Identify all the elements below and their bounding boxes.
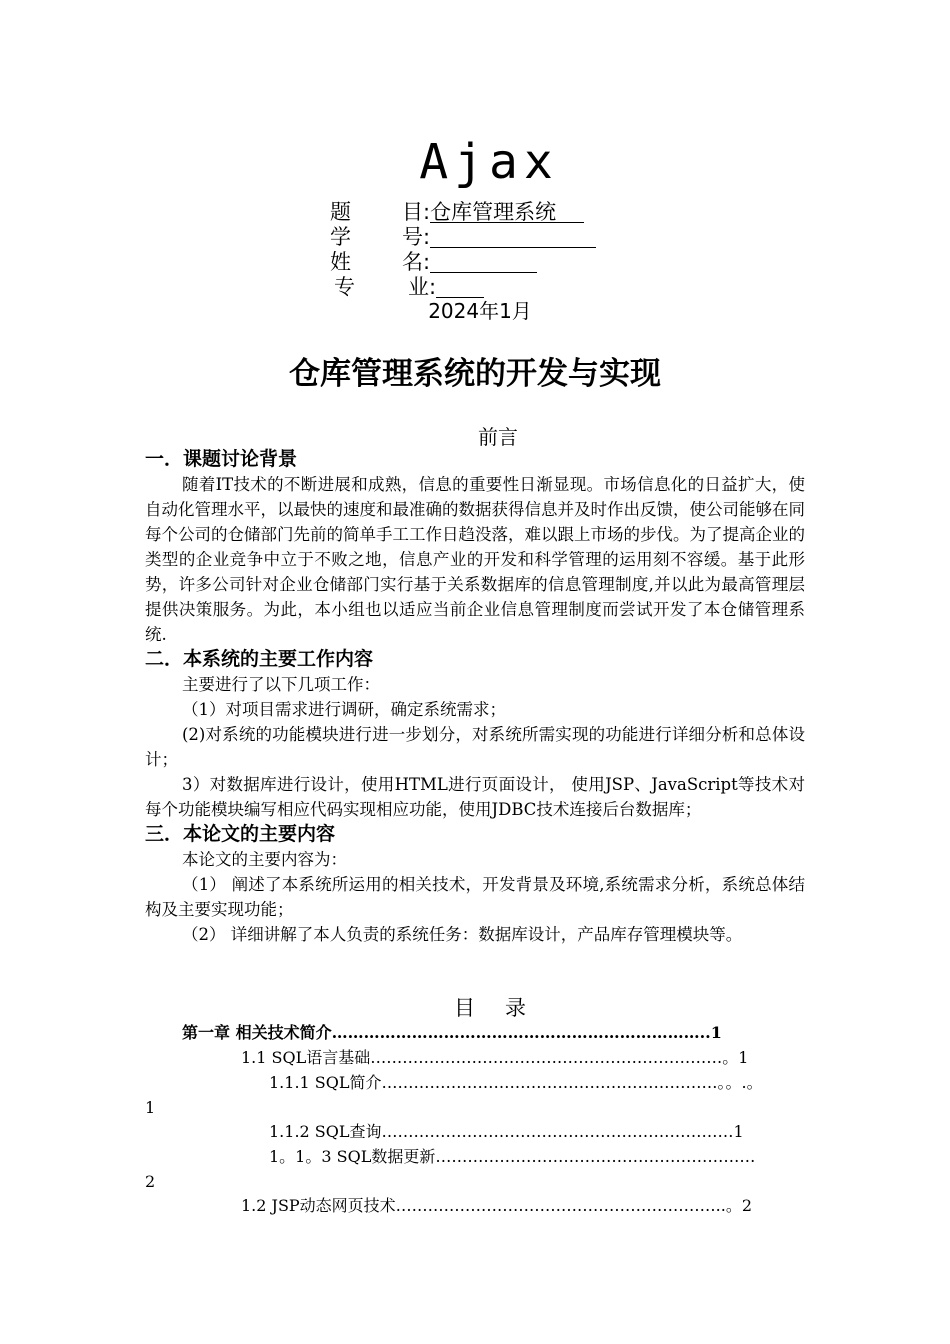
toc-entry: 1.1.1 SQL简介………………………………………………………。。.。 bbox=[269, 1073, 763, 1092]
field-label: 名: bbox=[402, 250, 431, 274]
paragraph: (2)对系统的功能模块进行进一步划分，对系统所需实现的功能进行详细分析和总体设计； bbox=[145, 725, 805, 769]
paragraph: 随着IT技术的不断进展和成熟，信息的重要性日渐显现。市场信息化的日益扩大，使自动化管理水平，以最快的速度和最准确的数据获得信息并及时作出反馈，使公司能够在同每个公司的仓储部门先前的简单手工工作日趋没落，难以跟上市场的步伐。为了提高企业的类型的企业竞争中立于不败之地，信息产业的开发和科学管理的运用刻不容缓。基于此形势，许多公司针对企业仓储部门实行基于关系数据库的信息管理制度,并以此为最高管理层提供决策服务。为此，本小组也以适应当前企业信息管理制度而尝试开发了本仓储管理系统. bbox=[145, 475, 805, 644]
paragraph: （1） 阐述了本系统所运用的相关技术，开发背景及环境,系统需求分析，系统总体结构及主要实现功能； bbox=[145, 875, 805, 919]
field-label: 目: bbox=[402, 200, 431, 224]
cover-field-major bbox=[330, 275, 596, 300]
cover-date: 2024年1月 bbox=[428, 299, 532, 323]
field-value bbox=[430, 227, 596, 248]
toc-entry-page: 2 bbox=[145, 1172, 156, 1191]
preface-title: 前言 bbox=[478, 425, 518, 449]
preface-body bbox=[145, 447, 805, 947]
toc-entry: 1。1。3 SQL数据更新…………………………………………………… bbox=[269, 1147, 756, 1166]
toc-title: 目录 bbox=[454, 996, 556, 1020]
field-label: 专 bbox=[334, 275, 355, 299]
main-title: 仓库管理系统的开发与实现 bbox=[289, 356, 661, 392]
field-value: 仓库管理系统 bbox=[430, 202, 584, 223]
field-label: 业: bbox=[408, 275, 437, 299]
field-value bbox=[430, 252, 537, 273]
field-label: 学 bbox=[330, 225, 351, 249]
toc-entry: 1.1 SQL语言基础…………………………………………………………。1 bbox=[241, 1048, 749, 1067]
paragraph: （2） 详细讲解了本人负责的系统任务：数据库设计，产品库存管理模块等。 bbox=[182, 925, 743, 944]
cover-field-name bbox=[330, 250, 596, 275]
cover-big-title: Ajax bbox=[419, 134, 559, 190]
paragraph: 本论文的主要内容为： bbox=[182, 850, 347, 869]
section-heading: 一．课题讨论背景 bbox=[145, 448, 298, 470]
field-label: 号: bbox=[402, 225, 431, 249]
cover-fields bbox=[330, 200, 596, 300]
paragraph: （1）对项目需求进行调研，确定系统需求； bbox=[182, 700, 506, 719]
cover-field-title bbox=[330, 200, 596, 225]
section-heading: 二．本系统的主要工作内容 bbox=[145, 648, 374, 670]
field-label: 题 bbox=[330, 200, 351, 224]
section-heading: 三．本论文的主要内容 bbox=[145, 823, 336, 845]
field-label: 姓 bbox=[330, 250, 351, 274]
table-of-contents bbox=[145, 1020, 805, 1218]
field-value bbox=[436, 277, 484, 298]
paragraph: 3）对数据库进行设计，使用HTML进行页面设计， 使用JSP、JavaScript等技术对每个功能模块编写相应代码实现相应功能，使用JDBC技术连接后台数据库； bbox=[145, 775, 805, 819]
toc-entry-page: 1 bbox=[145, 1098, 156, 1117]
paragraph: 主要进行了以下几项工作： bbox=[182, 675, 380, 694]
toc-entry: 第一章 相关技术简介……………………………………………………………..1 bbox=[182, 1023, 722, 1042]
toc-entry: 1.2 JSP动态网页技术……………………………………………………..。2 bbox=[241, 1196, 753, 1215]
cover-field-student-id bbox=[330, 225, 596, 250]
toc-entry: 1.1.2 SQL查询…………………………………………………………1 bbox=[269, 1122, 744, 1141]
